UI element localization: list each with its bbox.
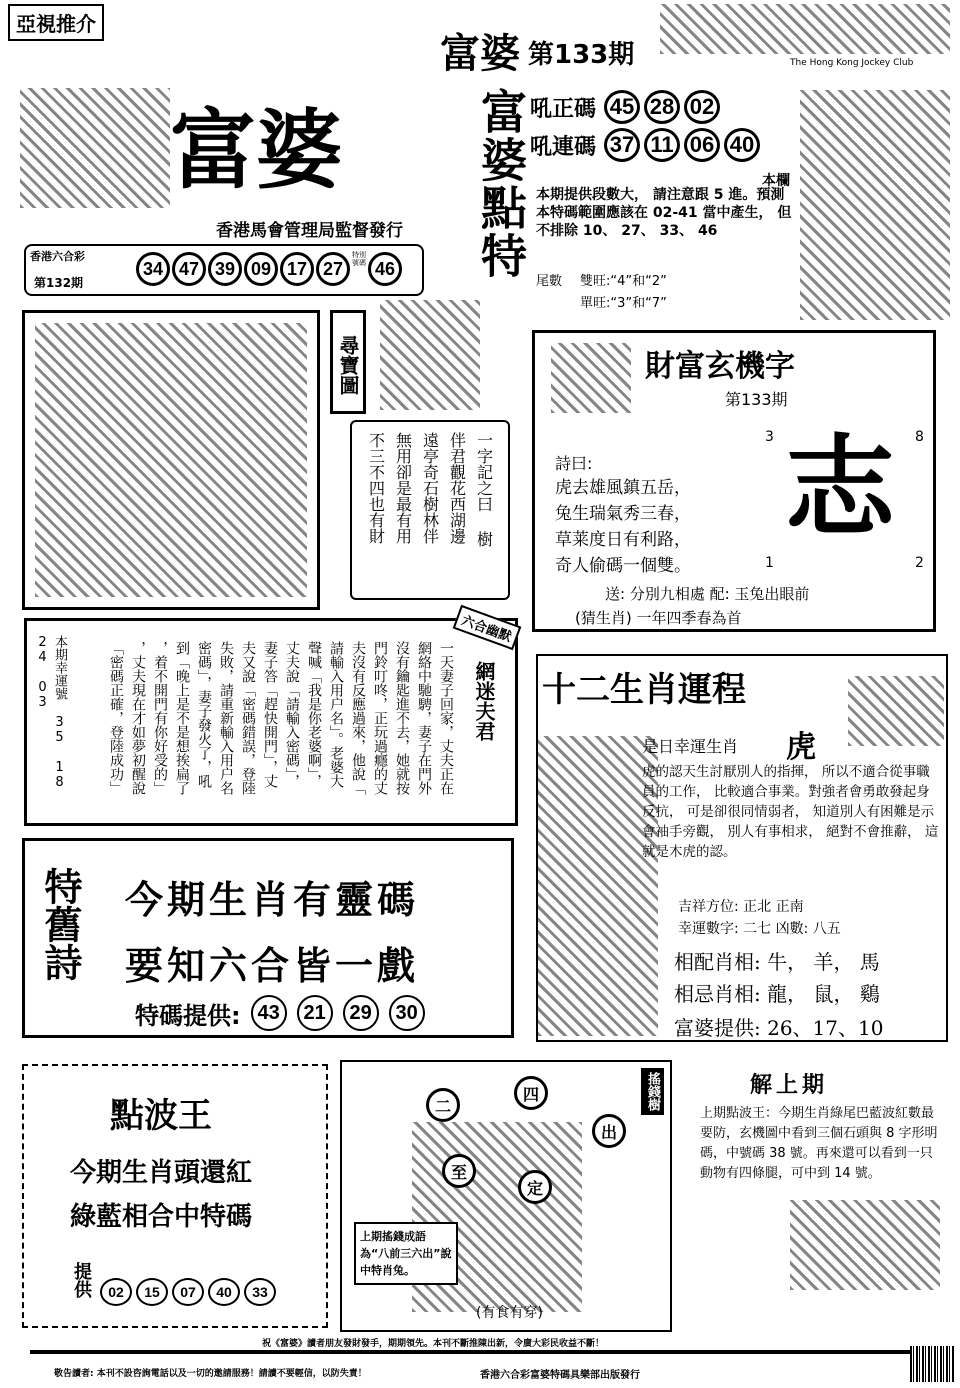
cupid-illustration [380,300,480,410]
tree-fruit: 至 [442,1154,476,1188]
special-provide-label: 特碼提供: [135,1001,241,1030]
last-issue-title: 解上期 [750,1072,829,1098]
money-tree-box [340,1060,672,1332]
zodiac-numbers: 幸運數字: 二七 凶數: 八五 [678,921,841,937]
header-badge: 亞視推介 [8,4,104,41]
poem-line: 草莱度日有利路， [555,530,691,550]
main-code-ball: 45 [604,90,640,124]
masthead: 富婆 [440,31,520,77]
last-result-bar [24,244,424,296]
special-poem-box [22,838,514,1038]
tree-fruit: 定 [518,1170,552,1204]
poem-column: 伴君觀花西湖邊 [447,432,467,544]
story-column: 門鈴叮咚，正玩過癮的丈 [372,641,388,795]
zodiac-text: 虎的認天生討厭別人的指揮， 所以不適合從事職員的工作， 比較適合事業。對強者會勇敢發起身反抗， 可是卻很同情弱者， 知道別人有困難是示會袖手旁觀， 別人有事相求， 絕對不會推辭， 這就是木虎的認。 [642,764,939,860]
column-label: 本欄 [762,173,790,189]
page-subtitle: 香港馬會管理局監督發行 [216,221,403,241]
story-column: 夫沒有反應過來，他說「 [350,641,366,795]
result-ball: 27 [316,252,350,286]
money-tree-caption: (有食有穿) [476,1305,543,1321]
story-column: 一天妻子回家，丈夫正在 [438,641,454,795]
corner-number: 8 [915,429,924,445]
special-poem-line: 要知六合皆一戲 [125,943,420,988]
story-column: 失敗，請重新輸入用户名 [218,641,234,795]
story-text [107,641,455,821]
wave-king-provide-label: 提供 [71,1262,92,1298]
result-ball: 47 [172,252,206,286]
zodiac-direction: 吉祥方位: 正北 正南 [678,899,804,915]
zodiac-avoid: 相忌肖相: 龍， 鼠， 鷄 [674,982,880,1006]
poem-column: 遠亭奇石樹林伴 [420,432,440,544]
link-code-ball: 11 [644,128,680,162]
story-column: 網絡中馳騁，妻子在門外 [416,641,432,795]
wave-king-line: 綠藍相合中特碼 [70,1202,253,1232]
special-poem-label: 特舊詩 [38,867,83,981]
poem-line: 兔生瑞氣秀三春， [555,504,691,524]
barcode [910,1346,954,1382]
zodiac-title: 十二生肖運程 [542,670,746,710]
tree-fruit: 四 [514,1076,548,1110]
story-column: 「密碼正確，登陸成功」 [108,641,124,795]
zodiac-provide: 富婆提供: 26、17、10 [674,1016,884,1040]
fortune-char-box [532,330,936,632]
page-title: 富婆 [170,100,342,201]
wave-ball: 07 [172,1278,204,1306]
fortune-send: 送: 分別九相處 配: 玉兔出眼前 [605,585,810,603]
main-code-ball: 02 [684,90,720,124]
poem-column: 不三不四也有財 [366,432,386,544]
wave-ball: 33 [244,1278,276,1306]
fortune-char-issue: 第133期 [725,390,788,409]
tips-vertical-title: 富婆點特 [474,88,528,280]
result-ball: 17 [280,252,314,286]
story-title: 網迷夫君 [472,661,496,741]
wave-ball: 02 [100,1278,132,1306]
header-illustration [20,88,170,208]
treasure-poem-scroll [350,420,510,600]
story-box [24,613,518,826]
link-code-ball: 40 [724,128,760,162]
result-label: 香港六合彩 [30,250,85,263]
jockey-club-label: The Hong Kong Jockey Club [790,58,914,68]
woman-portrait [800,90,950,320]
result-ball: 09 [244,252,278,286]
result-ball: 34 [136,252,170,286]
fortune-poem [555,475,775,579]
poem-line: 虎去雄風鎮五岳， [555,478,691,498]
wave-king-box [22,1064,328,1328]
tail-single: 單旺:“3”和“7” [580,296,667,311]
fortune-char-title: 財富玄機字 [645,349,795,384]
wave-ball: 40 [208,1278,240,1306]
tail-double: 雙旺:“4”和“2” [580,274,667,289]
fist-illustration [848,676,944,746]
story-lucky-numbers: 本期幸運號 35 18 24 03 [35,635,67,790]
tips-text: 本期提供段數大， 請注意跟 5 進。預測本特碼範圍應該在 02-41 當中產生， 但不排除 10、 27、 33、 46 [536,187,792,239]
special-ball: 43 [251,995,287,1031]
link-code-label: 吼連碼 [530,133,597,160]
corner-number: 2 [915,555,924,571]
woman-photo [538,736,658,1036]
main-code-label: 吼正碼 [530,95,597,122]
footer-publisher: 香港六合彩富婆特碼具樂部出版發行 [480,1370,640,1381]
wave-king-title: 點波王 [110,1096,212,1136]
fortune-riddle: (猜生肖) 一年四季春為首 [575,609,742,627]
camel-illustration [790,1200,940,1290]
special-ball: 46 [368,252,402,286]
money-tree-note: 上期搖錢成語為“八前三六出”說中特肖兔。 [354,1222,458,1285]
issue-number: 第133期 [528,40,635,70]
link-code-ball: 37 [604,128,640,162]
tree-fruit: 二 [426,1088,460,1122]
wave-king-line: 今期生肖頭還紅 [70,1158,253,1188]
story-column: 沒有鑰匙進不去，她就按 [394,641,410,795]
story-column: 到「晚上是不是想挨扁了 [174,641,190,795]
lucky-zodiac: 虎 [786,730,816,765]
lucky-zodiac-label: 是日幸運生肖 [642,737,739,756]
story-column: 聲喊「我是你老婆啊」， [306,641,322,788]
poem-column: 一字記之曰 樹 [474,432,494,547]
link-code-ball: 06 [684,128,720,162]
result-ball: 39 [208,252,242,286]
wave-ball: 15 [136,1278,168,1306]
special-ball: 21 [297,995,333,1031]
story-column: ，着不開門有你好受的」 [152,641,168,795]
footer-rule [30,1350,910,1354]
jockey-logo-image [660,4,950,54]
story-column: 夫又說「密碼錯誤，登陸 [240,641,256,795]
treasure-map-label: 尋寶圖 [330,310,366,414]
tree-fruit: 出 [592,1114,626,1148]
story-banner: 六合幽默 [453,605,522,650]
result-issue: 第132期 [34,276,84,290]
corner-number: 1 [765,555,774,571]
story-column: 密碼」，妻子發火了，吼 [196,641,212,788]
story-column: 妻子答「趕快開門」，丈 [262,641,278,788]
last-issue-text: 上期點波王：今期生肖綠尾巴藍波紅數最要防，玄機圖中看到三個石頭與 8 字形明碼，中號碼 38 號。再來還可以看到一只動物有四條腿，可中到 14 號。 [700,1106,938,1181]
story-column: 丈夫說「請輸入密碼」， [284,641,300,788]
poem-label: 詩曰: [555,454,593,473]
fortune-character: 志 [785,423,895,552]
special-label: 特別號碼 [352,251,366,267]
story-column: 請輸入用户名」。老婆大 [328,641,344,788]
poem-column: 無用卻是最有用 [393,432,413,544]
corner-number: 3 [765,429,774,445]
footer-notice: 敬告讀者: 本刊不設咨詢電話以及一切的邀請服務！請讀不要輕信，以防失責！ [54,1369,367,1379]
story-column: ，丈夫現在才如夢初醒說 [130,641,146,795]
treasure-map-picture [22,310,320,610]
poem-line: 奇人偷碼一個雙。 [555,556,691,576]
money-tree-label: 搖錢樹 [641,1068,664,1115]
special-ball: 29 [343,995,379,1031]
tail-label: 尾數 [536,274,563,289]
zodiac-box [536,654,948,1042]
special-ball: 30 [389,995,425,1031]
zodiac-match: 相配肖相: 牛， 羊， 馬 [674,950,880,974]
special-poem-line: 今期生肖有靈碼 [125,877,420,922]
main-code-ball: 28 [644,90,680,124]
footer-banner: 祝《富婆》讀者朋友發財發手，期期領先。本刊不斷推陳出新，令廣大彩民收益不斷！ [260,1336,606,1349]
